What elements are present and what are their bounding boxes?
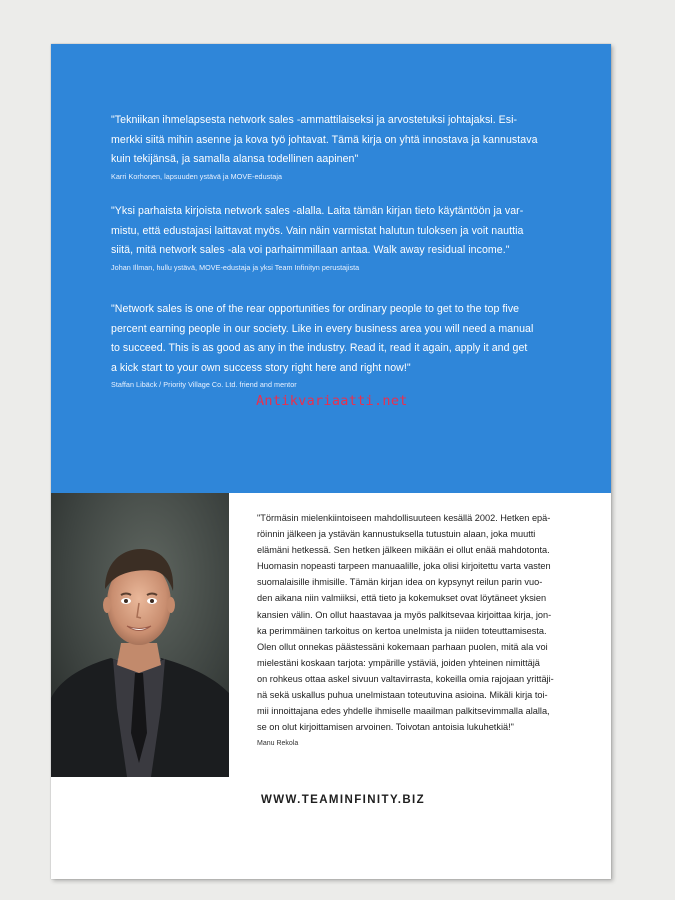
testimonial-text: "Yksi parhaista kirjoista network sales -alalla. Laita tämän kirjan tieto käytäntöön ja var- mistu, että edustajasi laittavat myös. Vain näin varmistat halutun tuloksen ja voit nauttia siitä, mitä network sales -ala voi parhaimmillaan antaa. Walk away residual income." [111,205,524,256]
testimonial-text: "Tekniikan ihmelapsesta network sales -ammattilaiseksi ja arvostetuksi johtajaksi. Esi- merkki siitä mihin asenne ja kova työ johtavat. Tämä kirja on yhtä innostava ja kannustava kuin tekijänsä, ja samalla alansa todellinen aapinen" [111,114,538,165]
author-quote [257,510,592,749]
testimonial-quote [111,202,561,273]
blue-testimonial-panel [51,44,611,493]
testimonial-attribution: Karri Korhonen, lapsuuden ystävä ja MOVE-edustaja [111,171,283,181]
testimonial-attribution: Staffan Libäck / Priority Village Co. Ltd. friend and mentor [111,380,297,389]
testimonial-attribution: Johan Illman, hullu ystävä, MOVE-edustaja ja yksi Team Infinityn perustajista [111,262,360,272]
author-portrait-illustration [51,493,229,777]
testimonial-quote [111,300,561,390]
author-quote-text: "Törmäsin mielenkiintoiseen mahdollisuuteen kesällä 2002. Hetken epä- röinnin jälkeen ja ystävän kannustuksella tutustuin alaan, joka muutti elämäni hetkessä. Sen hetken jälkeen mikään ei ollut enää mahdotonta. Huomasin nopeasti tarpeen manuaalille, joka olisi kirjoitettu varta vasten suomalaisille ihmisille. Tämän kirjan idea on kypsynyt reilun parin vuo- den aikana niin valmiiksi, että tieto ja kokemukset ovat löytäneet yksien kansien välin. On ollut haastavaa ja myös palkitsevaa kirjoittaa kirja, jon- ka perimmäinen tarkoitus on kertoa unelmista ja niiden toteuttamisesta. Olen ollut onnekas päästessäni kokemaan parhaan puolen, mitä ala voi mielestäni koskaan tarjota: ympärille ystäviä, joiden yhteinen nimittäjä on rohkeus ottaa askel sivuun valtavirrasta, kokeilla omia rajojaan yrittäji- nä sekä uskallus puhua unelmistaan toteutuvina asioina. Mikäli kirja toi- mii innoittajana edes yhdelle ihmiselle maailman palkitsevimmalla alalla, se on olut kirjoittamisen arvoinen. Toivotan antoisia lukuhetkiä!" [257,513,554,733]
author-photo [51,493,229,777]
testimonial-quote [111,111,561,182]
testimonial-text: "Network sales is one of the rear opportunities for ordinary people to get to the top five percent earning people in our society. Like in every business area you will need a manual to succeed. This is as good as any in the industry. Read it, read it again, apply it and get a kick start to your own success story right here and right now!" [111,303,534,374]
website-url: WWW.TEAMINFINITY.BIZ [261,794,426,806]
author-name: Manu Rekola [257,740,299,748]
seller-watermark: Antikvariaatti.net [256,393,408,409]
book-back-cover [51,44,611,879]
